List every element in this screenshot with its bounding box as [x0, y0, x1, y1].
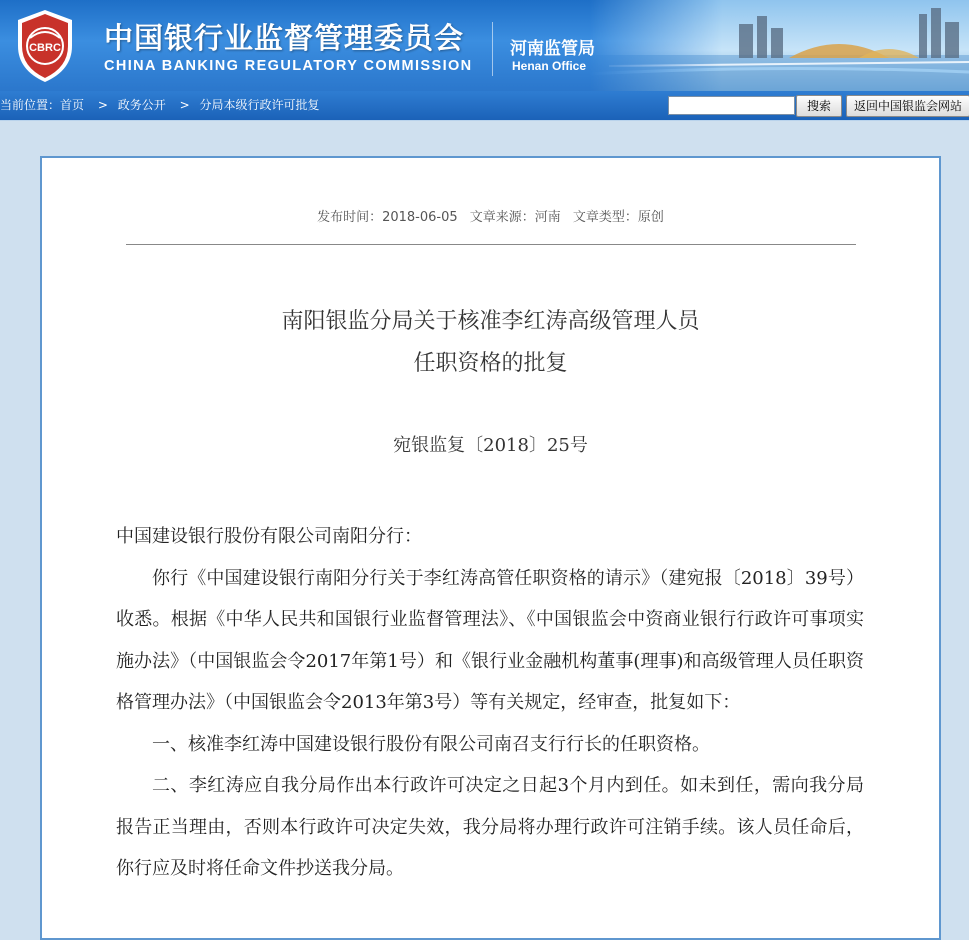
header-banner: [0, 0, 969, 91]
search-input[interactable]: [668, 96, 795, 115]
body-paragraph: 一、核准李红涛中国建设银行股份有限公司南召支行行长的任职资格。: [152, 733, 710, 755]
cbrc-logo: [14, 8, 76, 84]
publish-time: 发布时间：2018-06-05: [317, 210, 458, 225]
breadcrumb-home-link[interactable]: 首页: [60, 98, 85, 112]
breadcrumb-current-page[interactable]: 分局本级行政许可批复: [199, 98, 320, 112]
body-paragraph: 你行《中国建设银行南阳分行关于李红涛高管任职资格的请示》（建宛报〔2018〕39号）收悉。根据《中华人民共和国银行业监督管理法》、《中国银监会中资商业银行行政许可事项实施办法》（中国银监会令2017年第1号）和《银行业金融机构董事(理事)和高级管理人员任职资格管理办法》（中国银监会令2013年第3号）等有关规定，经审查，批复如下：: [116, 567, 864, 713]
article-meta: [42, 206, 939, 225]
site-title-en: CHINA BANKING REGULATORY COMMISSION: [104, 58, 473, 74]
nav-bar: [0, 91, 969, 121]
meta-divider: [126, 244, 856, 245]
article-title-line-2: 任职资格的批复: [413, 351, 568, 376]
article-source: 文章来源：河南: [469, 210, 561, 225]
header-divider: [492, 22, 493, 76]
article-title-line-1: 南阳银监分局关于核准李红涛高级管理人员: [281, 309, 700, 334]
breadcrumb-gov-affairs-link[interactable]: 政务公开: [117, 98, 166, 112]
site-title-cn: 中国银行业监督管理委员会: [104, 21, 465, 55]
article-panel: [40, 156, 941, 940]
article-type: 文章类型：原创: [572, 210, 664, 225]
search-button[interactable]: 搜索: [796, 95, 842, 117]
office-name-cn: 河南监管局: [510, 39, 595, 59]
breadcrumb-prefix: 当前位置：: [0, 98, 61, 112]
office-name-en: Henan Office: [512, 59, 587, 73]
logo-text: CBRC: [29, 42, 61, 54]
breadcrumb-separator: >: [97, 98, 108, 112]
article-body: [116, 516, 864, 890]
salutation: 中国建设银行股份有限公司南阳分行：: [116, 526, 422, 547]
body-paragraph: 二、李红涛应自我分局作出本行政许可决定之日起3个月内到任。如未到任，需向我分局报告正当理由，否则本行政许可决定失效，我分局将办理行政许可注销手续。该人员任命后，你行应及时将任命文件抄送我分局。: [116, 775, 864, 879]
breadcrumb: [0, 96, 324, 113]
breadcrumb-separator: >: [179, 98, 190, 112]
document-number: 宛银监复〔2018〕25号: [393, 435, 588, 456]
city-skyline-image: [589, 0, 969, 91]
return-to-cbrc-button[interactable]: 返回中国银监会网站: [846, 95, 969, 117]
